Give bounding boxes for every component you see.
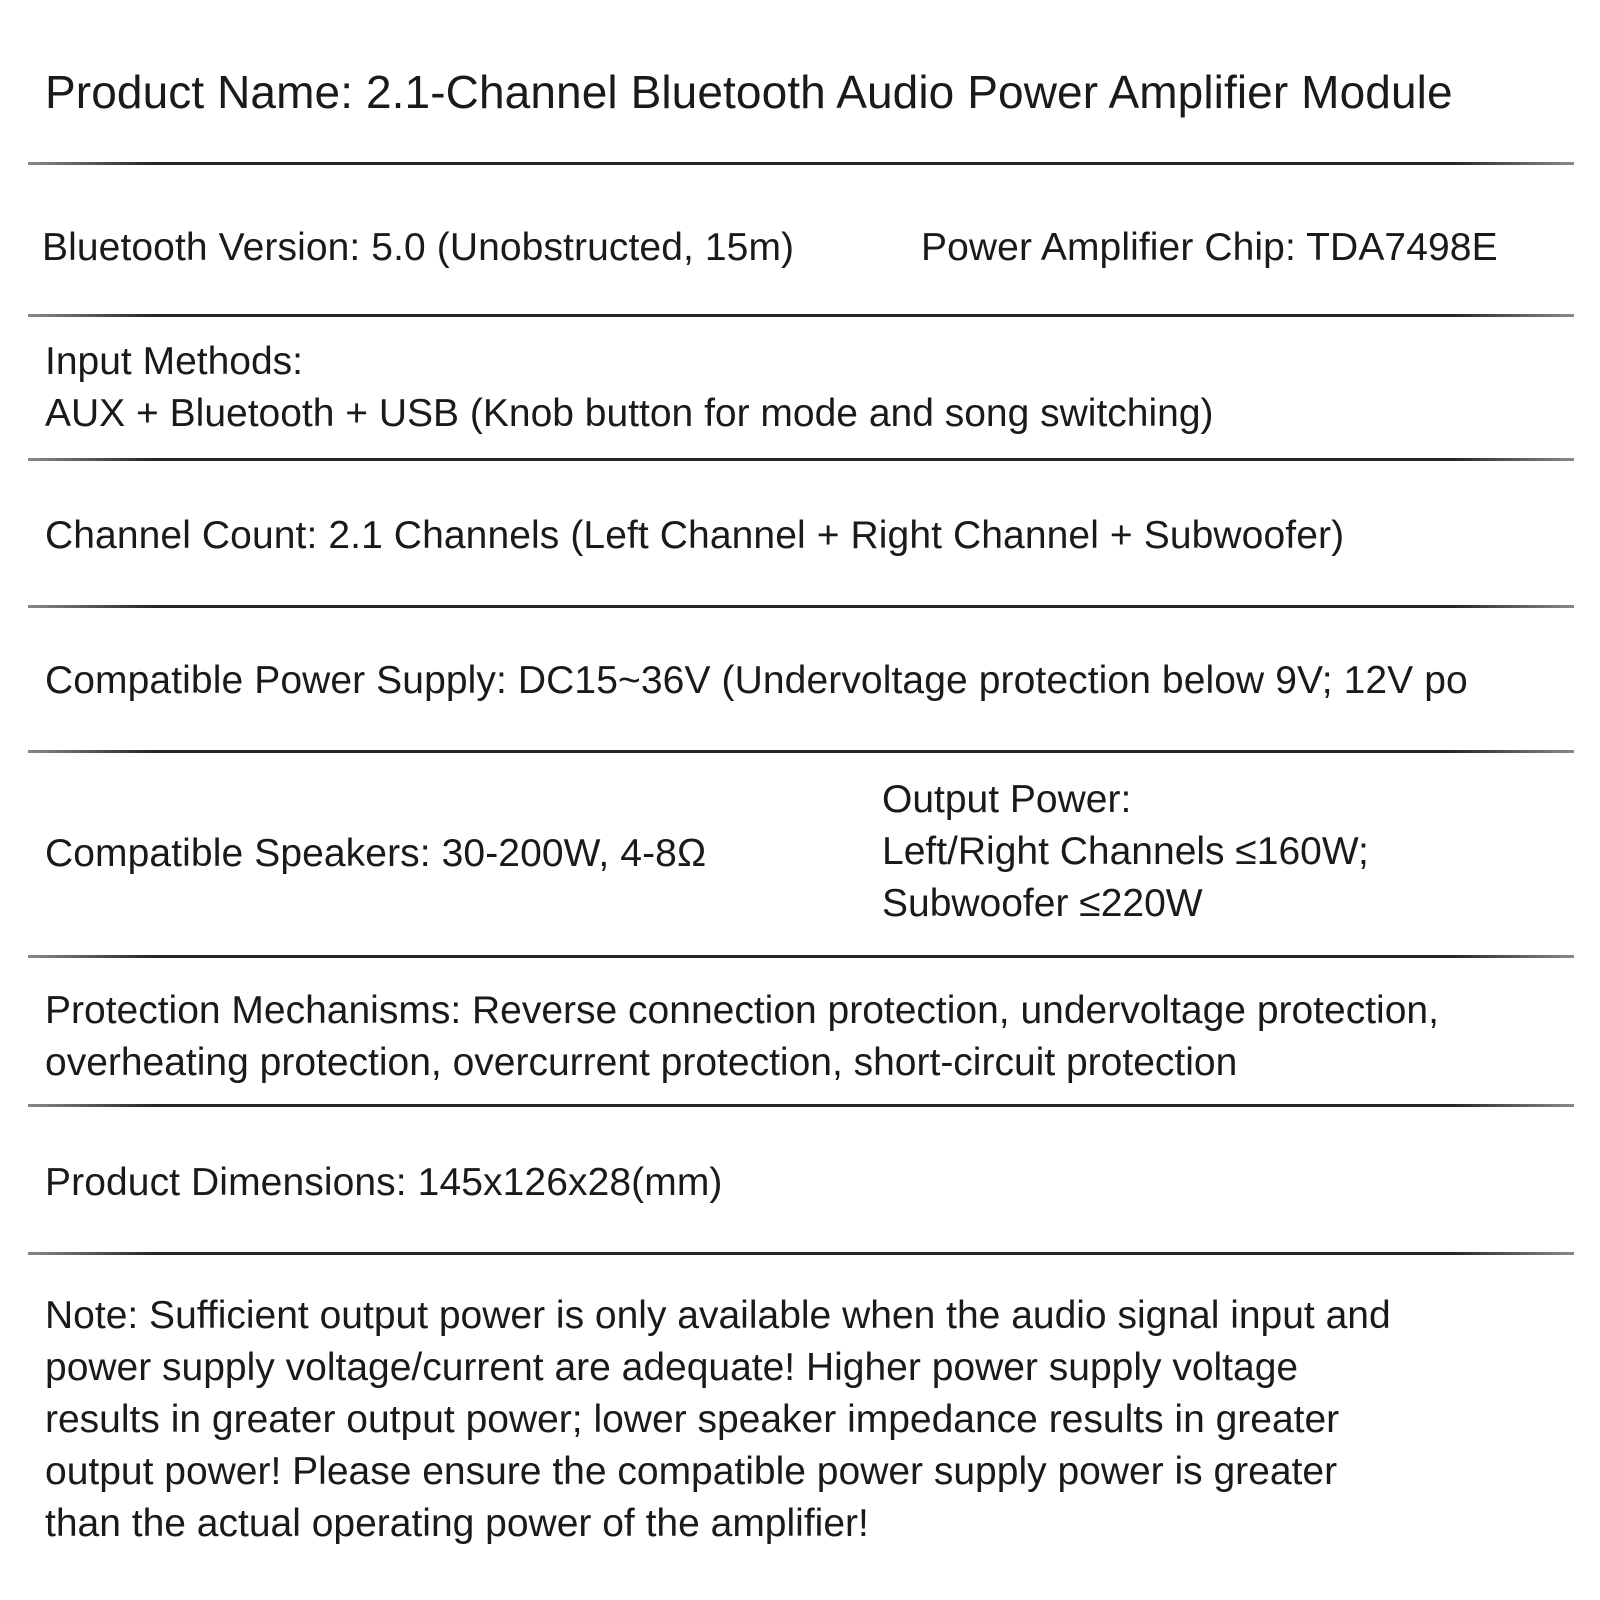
input-methods-value: AUX + Bluetooth + USB (Knob button for mode and song switching) xyxy=(45,392,1214,435)
protection-line: Protection Mechanisms: Reverse connection protection, undervoltage protection, xyxy=(45,989,1439,1032)
note-line: output power! Please ensure the compatible power supply power is greater xyxy=(45,1450,1338,1493)
output-power-line: Left/Right Channels ≤160W; xyxy=(882,830,1369,873)
bluetooth-version: Bluetooth Version: 5.0 (Unobstructed, 15m) xyxy=(42,226,795,269)
input-methods-heading: Input Methods: xyxy=(45,340,303,383)
channel-count: Channel Count: 2.1 Channels (Left Channel + Right Channel + Subwoofer) xyxy=(45,514,1345,557)
power-supply: Compatible Power Supply: DC15~36V (Undervoltage protection below 9V; 12V po xyxy=(45,659,1468,702)
divider xyxy=(28,1252,1574,1255)
compatible-speakers: Compatible Speakers: 30-200W, 4-8Ω xyxy=(45,832,707,875)
note xyxy=(45,1290,1391,1550)
note-line: power supply voltage/current are adequate! Higher power supply voltage xyxy=(45,1346,1299,1389)
amplifier-chip: Power Amplifier Chip: TDA7498E xyxy=(921,226,1498,269)
product-dimensions: Product Dimensions: 145x126x28(mm) xyxy=(45,1161,723,1204)
protection-line: overheating protection, overcurrent protection, short-circuit protection xyxy=(45,1041,1238,1084)
divider xyxy=(28,955,1574,958)
product-name: Product Name: 2.1-Channel Bluetooth Audio Power Amplifier Module xyxy=(45,66,1453,118)
input-methods xyxy=(45,336,1214,440)
output-power-heading: Output Power: xyxy=(882,778,1132,821)
note-line: than the actual operating power of the amplifier! xyxy=(45,1502,869,1545)
output-power xyxy=(882,774,1369,930)
divider xyxy=(28,162,1574,165)
divider xyxy=(28,605,1574,608)
note-line: results in greater output power; lower speaker impedance results in greater xyxy=(45,1398,1340,1441)
divider xyxy=(28,458,1574,461)
note-line: Note: Sufficient output power is only available when the audio signal input and xyxy=(45,1294,1391,1337)
divider xyxy=(28,314,1574,317)
output-power-line: Subwoofer ≤220W xyxy=(882,882,1203,925)
divider xyxy=(28,750,1574,753)
protection-mechanisms xyxy=(45,985,1439,1089)
divider xyxy=(28,1104,1574,1107)
